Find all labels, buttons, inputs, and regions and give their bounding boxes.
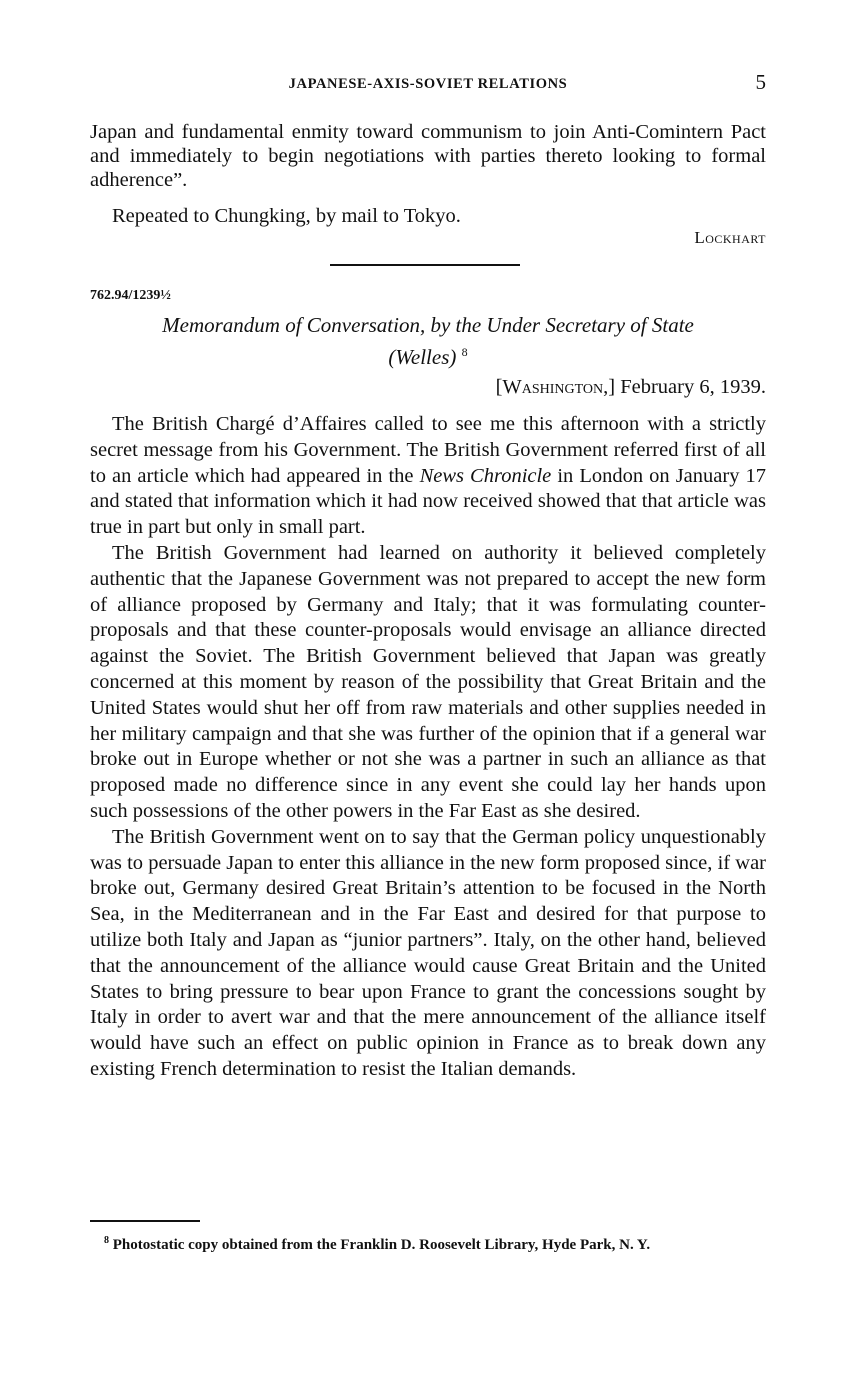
paragraph-1	[90, 412, 766, 541]
paragraph-3: The British Government went on to say that the German policy unquestionably was to persuade Japan to enter this alliance in the new form proposed since, if war broke out, Germany desired Great Britain’s attention to be focused in the North Sea, in the Mediterranean and in the Far East and desired for that purpose to utilize both Italy and Japan as “junior partners”. Italy, on the other hand, believed that the announcement of the alliance would cause Great Britain and the United States to bring pressure to bear upon France to grant the concessions sought by Italy in order to avert war and that the mere announcement of the alliance itself would have such an effect on public opinion in France as to break down any existing French determination to resist the Italian demands.	[90, 825, 766, 1080]
continuation-block	[90, 120, 766, 230]
footnote-marker: 8	[104, 1235, 109, 1246]
section-divider	[330, 264, 520, 266]
dateline: [Washington,] February 6, 1939.	[495, 376, 766, 398]
footnote-divider	[90, 1220, 200, 1222]
page-number: 5	[755, 70, 766, 94]
dateline-date: February 6, 1939.	[620, 376, 766, 398]
dateline-place: Washington,	[502, 376, 609, 398]
paragraph-2: The British Government had learned on authority it believed completely authentic that the Japanese Government was not prepared to accept the new form of alliance proposed by Germany and Italy; that it was formulating counter-proposals and that these counter-proposals would envisage an alliance directed against the Soviet. The British Government believed that Japan was greatly concerned at this moment by reason of the possibility that Great Britain and the United States would shut her off from raw materials and other supplies needed in her military campaign and that she was further of the opinion that if a general war broke out in Europe whether or not she was a partner in such an alliance as that proposed made no difference since in any event she could lay her hands upon such possessions of the other powers in the Far East as she desired.	[90, 541, 766, 822]
signature: Lockhart	[694, 228, 766, 247]
document-title	[90, 312, 766, 371]
footnote-text: Photostatic copy obtained from the Franklin D. Roosevelt Library, Hyde Park, N. Y.	[112, 1237, 651, 1253]
continuation-paragraph: Japan and fundamental enmity toward communism to join Anti-Comintern Pact and immediately to begin negotiations with parties thereto looking to formal adherence”.	[90, 121, 766, 191]
repeated-note: Repeated to Chungking, by mail to Tokyo.	[112, 205, 461, 227]
paragraph-1-part-b: in London on January 17 and stated that information which it had now received showed that that article was true in part but only in small part.	[90, 464, 767, 539]
footnote	[90, 1232, 766, 1254]
newspaper-name: News Chronicle	[419, 464, 552, 487]
document-title-line2-wrap	[90, 339, 766, 371]
paragraph-1-part-a: The British Chargé d’Affaires called to see me this afternoon with a strictly secret message from his Government. The British Government referred first of all to an article which had appeared in the	[90, 413, 766, 487]
running-title: JAPANESE-AXIS-SOVIET RELATIONS	[288, 76, 568, 92]
document-title-line2: (Welles)	[388, 345, 457, 369]
footnote-reference: 8	[461, 345, 468, 359]
document-title-line1: Memorandum of Conversation, by the Under Secretary of State	[162, 313, 694, 337]
file-number: 762.94/1239½	[90, 288, 171, 303]
memorandum-body	[90, 412, 766, 1083]
document-page	[90, 0, 766, 1380]
